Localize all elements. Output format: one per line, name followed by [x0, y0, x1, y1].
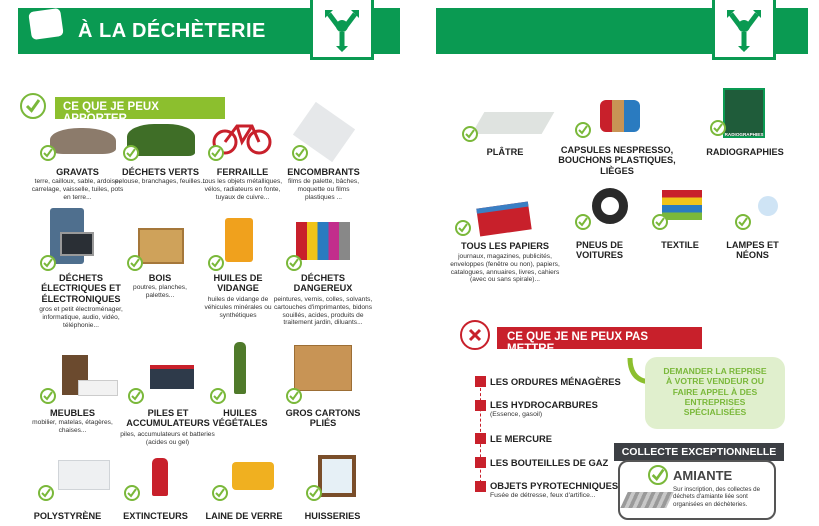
item-name: HUILES VÉGÉTALES: [212, 408, 268, 429]
checkmark-icon: [575, 214, 591, 230]
glasswool-image: [232, 462, 274, 490]
refuse-item: LES HYDROCARBURES: [490, 399, 598, 410]
item-desc: poutres, planches, palettes...: [133, 284, 187, 299]
checkmark-icon: [286, 388, 302, 404]
checkmark-icon: [127, 255, 143, 271]
item-name: HUILES DE VIDANGE: [213, 273, 263, 294]
item-name: RADIOGRAPHIES: [706, 147, 784, 157]
refuse-item: OBJETS PYROTECHNIQUES: [490, 480, 619, 491]
item-desc: peintures, vernis, colles, solvants, cartouches d'imprimantes, bidons souillés, acides, produits de traitement jardin, diluants...: [273, 296, 373, 327]
bottle-image: [234, 342, 246, 394]
refuse-item: LE MERCURE: [490, 433, 552, 444]
bulb-image: [758, 196, 778, 216]
oil-can-image: [225, 218, 253, 262]
item-name: DÉCHETS VERTS: [121, 167, 200, 177]
checkmark-icon: [575, 122, 591, 138]
item-name: LAMPES ET NÉONS: [726, 240, 779, 261]
item-name: LAINE DE VERRE: [205, 511, 283, 521]
bullet: [475, 400, 486, 411]
xray-image: [723, 88, 765, 138]
plaster-board-image: [472, 112, 555, 134]
page-title: À LA DÉCHÈTERIE: [78, 20, 266, 42]
item-desc: journaux, magazines, publicités, enveloppes (fenêtre ou non), papiers, catalogues, annuaires, livres, cahiers (avec ou sans spirale)...: [450, 253, 560, 284]
bullet: [475, 376, 486, 387]
item-name: PNEUS DE VOITURES: [576, 240, 623, 261]
amiante-sheets-image: [620, 492, 673, 508]
window-frame-image: [318, 455, 356, 497]
checkmark-icon: [38, 485, 54, 501]
paint-cans-image: [296, 222, 350, 260]
item-name: HUISSERIES: [304, 511, 361, 521]
checkmark-icon: [735, 214, 751, 230]
screen-image: [60, 232, 94, 256]
item-name: GROS CARTONS PLIÉS: [285, 408, 361, 429]
wood-crate-image: [138, 228, 184, 264]
item-desc: tous les objets métalliques, vélos, radiateurs en fonte, tuyaux de cuivre...: [202, 178, 283, 201]
allowed-section-title: CE QUE JE PEUX APPORTER: [55, 97, 225, 119]
item-name: CAPSULES NESPRESSO, BOUCHONS PLASTIQUES, LIÈGES: [558, 145, 676, 176]
extinguisher-image: [152, 458, 168, 496]
item-desc: piles, accumulateurs et batteries (acides ou gel): [120, 431, 215, 446]
item-name: TEXTILE: [661, 240, 699, 250]
item-name: BOIS: [148, 273, 172, 283]
xray-label: RADIOGRAPHIES: [724, 132, 764, 137]
gravats-image: [50, 128, 116, 154]
item-name: DÉCHETS DANGEREUX: [293, 273, 353, 294]
refuse-item: LES BOUTEILLES DE GAZ: [490, 457, 609, 468]
checkmark-icon: [292, 145, 308, 161]
checkmark-icon: [286, 255, 302, 271]
checkmark-icon: [40, 255, 56, 271]
bullet: [475, 433, 486, 444]
recycle-hand-icon: [310, 0, 374, 60]
item-name: PLÂTRE: [486, 147, 524, 157]
section-checkmark-icon: [20, 93, 46, 119]
advice-box: DEMANDER LA REPRISE À VOTRE VENDEUR OU FAIRE APPEL À DES ENTREPRISES SPÉCIALISÉES: [645, 357, 785, 429]
item-name: POLYSTYRÈNE: [33, 511, 102, 521]
checkmark-icon: [648, 465, 668, 485]
checkmark-icon: [123, 145, 139, 161]
checkmark-icon: [455, 220, 471, 236]
checkmark-icon: [208, 255, 224, 271]
amiante-title: AMIANTE: [673, 468, 733, 483]
item-name: EXTINCTEURS: [123, 511, 188, 521]
checkmark-icon: [128, 388, 144, 404]
item-name: MEUBLES: [50, 408, 95, 418]
mattress-image: [78, 380, 118, 396]
item-name: PILES ET ACCUMULATEURS: [126, 408, 210, 429]
recycle-hand-icon: [712, 0, 776, 60]
cross-icon: [460, 320, 490, 350]
checkmark-icon: [208, 145, 224, 161]
item-name: GRAVATS: [56, 167, 99, 177]
app-square-icon: [28, 8, 64, 40]
checkmark-icon: [210, 388, 226, 404]
bullet: [475, 457, 486, 468]
checkmark-icon: [306, 485, 322, 501]
item-name: DÉCHETS ÉLECTRIQUES ET ÉLECTRONIQUES: [41, 273, 121, 304]
battery-image: [150, 365, 194, 389]
checkmark-icon: [462, 126, 478, 142]
item-desc: pelouse, branchages, feuilles...: [115, 178, 206, 185]
bullet: [475, 481, 486, 492]
polystyrene-image: [58, 460, 110, 490]
checkmark-icon: [710, 120, 726, 136]
checkmark-icon: [212, 485, 228, 501]
item-desc: terre, cailloux, sable, ardoise, carrelage, vaisselle, tuiles, pots en terre...: [31, 178, 124, 201]
item-desc: huiles de vidange de véhicules minérales ou synthétiques: [204, 296, 272, 319]
checkmark-icon: [124, 485, 140, 501]
checkmark-icon: [40, 145, 56, 161]
item-name: TOUS LES PAPIERS: [461, 241, 549, 251]
refuse-desc: Fusée de détresse, feux d'artifice...: [490, 492, 596, 499]
capsules-image: [600, 100, 640, 132]
item-desc: mobilier, matelas, étagères, chaises...: [32, 419, 113, 434]
item-name: FERRAILLE: [216, 167, 269, 177]
refuse-desc: (Essence, gasoil): [490, 411, 543, 418]
refuse-section-title: CE QUE JE NE PEUX PAS METTRE: [497, 327, 702, 349]
checkmark-icon: [652, 214, 668, 230]
amiante-desc: Sur inscription, des collectes de déchets d'amiante liée sont organisées en déchèteries.: [673, 486, 761, 508]
tires-image: [592, 188, 628, 224]
collecte-title: COLLECTE EXCEPTIONNELLE: [614, 443, 784, 461]
item-desc: films de palette, bâches, moquette ou films plastiques ...: [287, 178, 360, 201]
item-desc: gros et petit électroménager, informatique, audio, vidéo, téléphonie...: [39, 306, 123, 329]
refuse-item: LES ORDURES MÉNAGÈRES: [490, 376, 621, 387]
item-name: ENCOMBRANTS: [287, 167, 360, 177]
textile-image: [662, 190, 702, 220]
carton-image: [294, 345, 352, 391]
checkmark-icon: [40, 388, 56, 404]
papers-image: [476, 202, 531, 237]
